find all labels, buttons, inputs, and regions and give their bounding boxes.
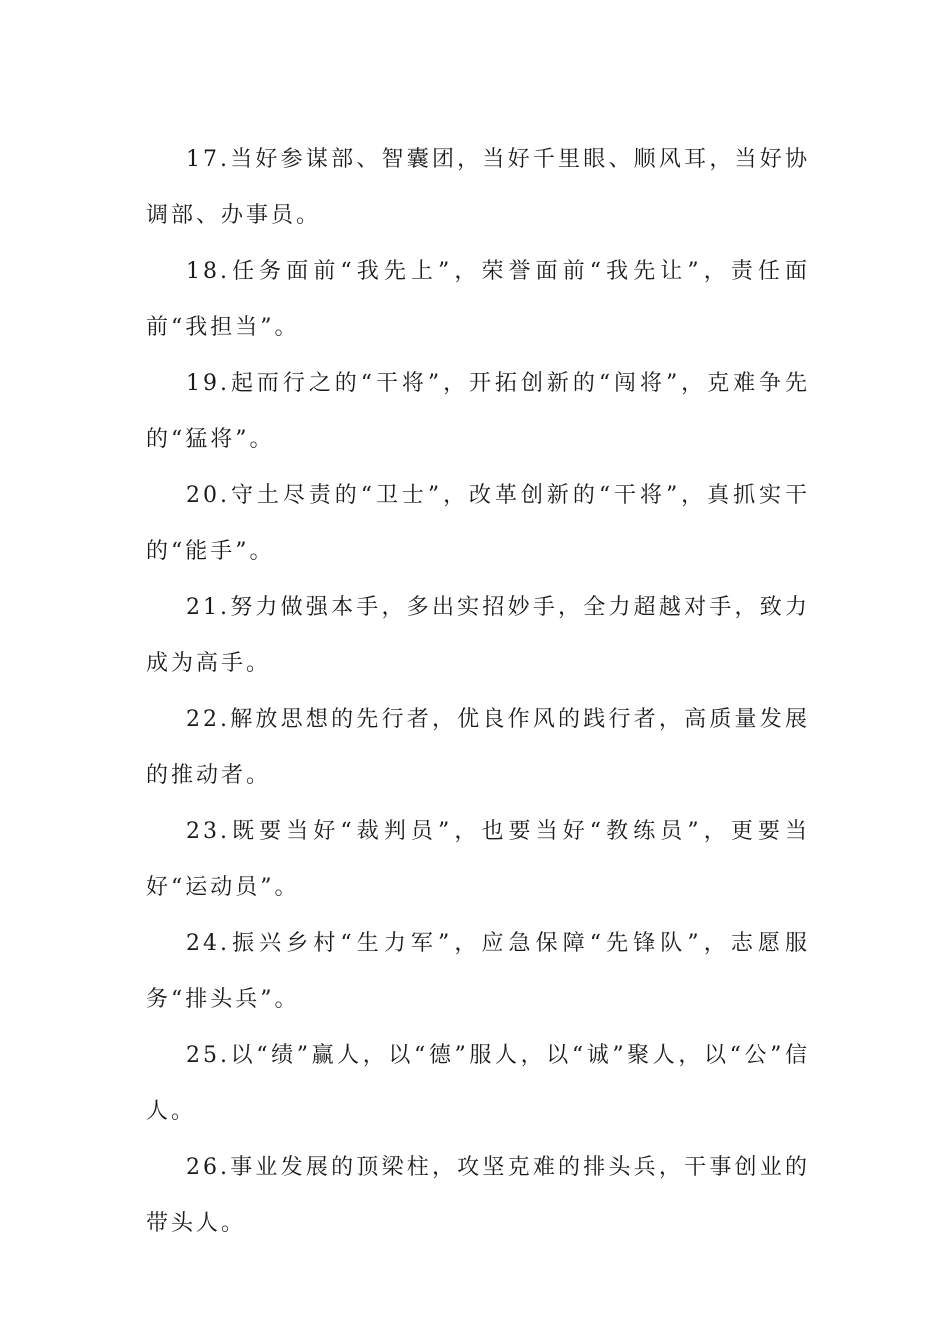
list-item-26: 26.事业发展的顶梁柱，攻坚克难的排头兵，干事创业的带头人。 (146, 1155, 810, 1236)
item-list (146, 132, 810, 1236)
list-item-19: 19.起而行之的“干将”，开拓创新的“闯将”，克难争先的“猛将”。 (146, 371, 810, 452)
list-item-22: 22.解放思想的先行者，优良作风的践行者，高质量发展的推动者。 (146, 707, 810, 788)
list-item-23: 23.既要当好“裁判员”，也要当好“教练员”，更要当好“运动员”。 (146, 819, 810, 900)
list-item-17: 17.当好参谋部、智囊团，当好千里眼、顺风耳，当好协调部、办事员。 (146, 147, 810, 228)
list-item-25: 25.以“绩”赢人，以“德”服人，以“诚”聚人，以“公”信人。 (146, 1043, 810, 1124)
list-item-18: 18.任务面前“我先上”，荣誉面前“我先让”，责任面前“我担当”。 (146, 259, 810, 340)
list-item-21: 21.努力做强本手，多出实招妙手，全力超越对手，致力成为高手。 (146, 595, 810, 676)
list-item-24: 24.振兴乡村“生力军”，应急保障“先锋队”，志愿服务“排头兵”。 (146, 931, 810, 1012)
list-item-20: 20.守土尽责的“卫士”，改革创新的“干将”，真抓实干的“能手”。 (146, 483, 810, 564)
